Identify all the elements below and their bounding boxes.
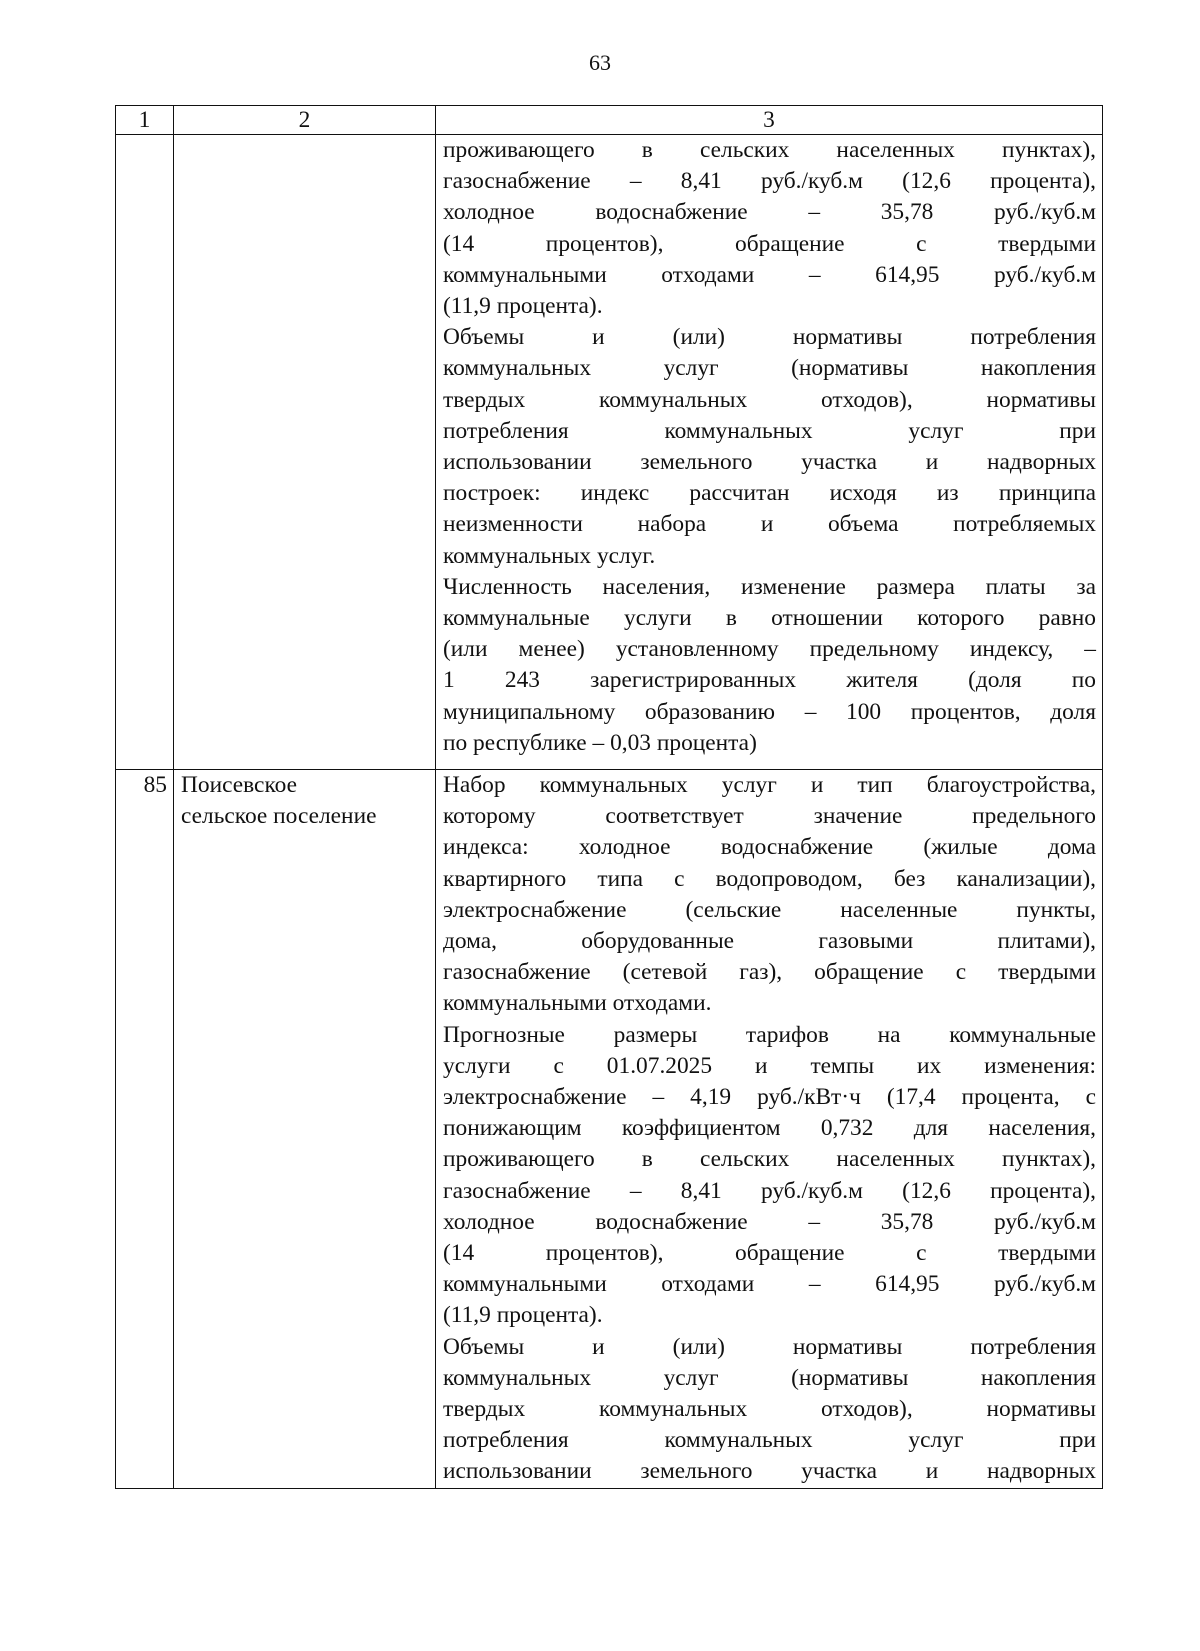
settlement-name-cell — [174, 135, 436, 770]
text-line: коммунальными отходами – 614,95 руб./куб.м — [443, 261, 1096, 288]
page-number: 63 — [589, 50, 611, 75]
text-line: квартирного типа с водопроводом, без канализации), — [443, 865, 1096, 892]
text-line: коммунальных услуг (нормативы накопления — [443, 355, 1096, 382]
paragraph — [443, 1332, 1096, 1488]
text-line: использовании земельного участка и надворных — [443, 449, 1096, 476]
header-row — [116, 106, 1103, 135]
text-line: понижающим коэффициентом 0,732 для населения, — [443, 1115, 1096, 1142]
paragraph — [443, 770, 1096, 1020]
text-line: твердых коммунальных отходов), нормативы — [443, 386, 1096, 413]
text-line: использовании земельного участка и надворных — [443, 1458, 1096, 1485]
text-line: услуги с 01.07.2025 и темпы их изменения: — [443, 1052, 1096, 1079]
text-line: электроснабжение – 4,19 руб./кВт·ч (17,4 процента, с — [443, 1084, 1096, 1111]
settlement-name-cell — [174, 770, 436, 1489]
text-line: коммунальных услуг. — [443, 542, 656, 569]
paragraph — [443, 322, 1096, 572]
data-table — [115, 105, 1103, 1489]
row-number-cell — [116, 135, 174, 770]
text-line: Объемы и (или) нормативы потребления — [443, 324, 1096, 351]
table-row-continuation — [116, 135, 1103, 770]
text-line: потребления коммунальных услуг при — [443, 417, 1096, 444]
settlement-name-line: Поисевское — [181, 772, 297, 798]
text-line: (или менее) установленному предельному индексу, – — [443, 636, 1096, 663]
text-line: потребления коммунальных услуг при — [443, 1427, 1096, 1454]
text-line: дома, оборудованные газовыми плитами), — [443, 928, 1096, 955]
text-line: коммунальные услуги в отношении которого равно — [443, 605, 1096, 632]
text-line: неизменности набора и объема потребляемых — [443, 511, 1096, 538]
text-line: (11,9 процента). — [443, 1302, 603, 1329]
text-line: коммунальными отходами. — [443, 990, 712, 1017]
paragraph — [443, 572, 1096, 759]
text-line: твердых коммунальных отходов), нормативы — [443, 1396, 1096, 1423]
description-cell — [436, 135, 1103, 770]
text-line: (14 процентов), обращение с твердыми — [443, 230, 1096, 257]
text-line: коммунальных услуг (нормативы накопления — [443, 1364, 1096, 1391]
paragraph — [443, 1020, 1096, 1332]
text-line: газоснабжение – 8,41 руб./куб.м (12,6 процента), — [443, 168, 1096, 195]
text-line: построек: индекс рассчитан исходя из принципа — [443, 480, 1096, 507]
table-row-85 — [116, 770, 1103, 1489]
text-line: коммунальными отходами – 614,95 руб./куб.м — [443, 1271, 1096, 1298]
settlement-name-line: сельское поселение — [181, 803, 377, 830]
header-col-2: 2 — [174, 106, 436, 135]
text-line: электроснабжение (сельские населенные пункты, — [443, 896, 1096, 923]
text-line: Набор коммунальных услуг и тип благоустройства, — [443, 772, 1096, 798]
text-line: проживающего в сельских населенных пунктах), — [443, 137, 1096, 163]
text-line: которому соответствует значение предельного — [443, 803, 1096, 830]
text-line: (11,9 процента). — [443, 293, 603, 320]
paragraph — [443, 135, 1096, 322]
text-line: муниципальному образованию – 100 процентов, доля — [443, 698, 1096, 725]
text-line: холодное водоснабжение – 35,78 руб./куб.м — [443, 199, 1096, 226]
text-line: по республике – 0,03 процента) — [443, 729, 757, 756]
text-line: холодное водоснабжение – 35,78 руб./куб.м — [443, 1208, 1096, 1235]
text-line: газоснабжение – 8,41 руб./куб.м (12,6 процента), — [443, 1177, 1096, 1204]
text-line: проживающего в сельских населенных пунктах), — [443, 1146, 1096, 1173]
row-number-cell: 85 — [116, 770, 174, 1489]
header-col-1: 1 — [116, 106, 174, 135]
text-line: газоснабжение (сетевой газ), обращение с твердыми — [443, 959, 1096, 986]
text-line: 1 243 зарегистрированных жителя (доля по — [443, 667, 1096, 694]
text-line: индекса: холодное водоснабжение (жилые дома — [443, 834, 1096, 861]
text-line: Численность населения, изменение размера платы за — [443, 573, 1096, 600]
text-line: (14 процентов), обращение с твердыми — [443, 1240, 1096, 1267]
header-col-3: 3 — [436, 106, 1103, 135]
text-line: Прогнозные размеры тарифов на коммунальные — [443, 1021, 1096, 1048]
description-cell — [436, 770, 1103, 1489]
text-line: Объемы и (или) нормативы потребления — [443, 1333, 1096, 1360]
